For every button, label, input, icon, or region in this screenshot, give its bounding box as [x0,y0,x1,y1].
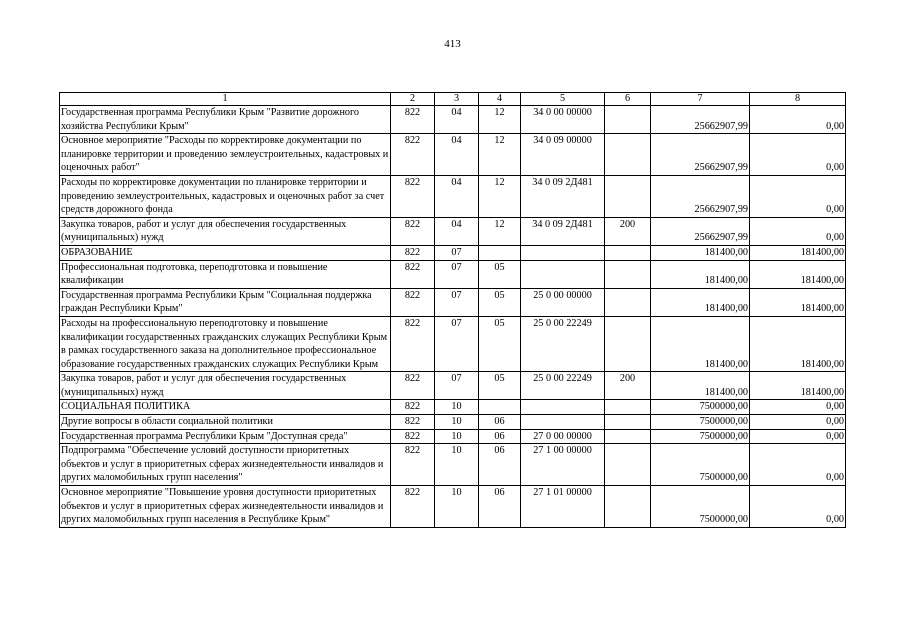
section-cell: 10 [435,415,479,430]
target-article-cell [521,245,605,260]
target-article-cell: 34 0 09 00000 [521,134,605,176]
expense-type-cell [605,134,651,176]
code-cell: 822 [391,415,435,430]
row-name-cell: Расходы на профессиональную переподготовку и повышение квалификации государственных гражданских служащих Республики Крым в рамках государственного заказа на дополнительное профессиональное образование государственных гражданских служащих Республики Крым [60,316,391,371]
table-row [60,106,846,134]
table-row [60,217,846,245]
subsection-cell: 12 [479,175,521,217]
row-name-cell: Расходы по корректировке документации по планировке территории и проведению землеустроительных, кадастровых и оценочных работ за счет средств дорожного фонда [60,175,391,217]
amount-cell: 25662907,99 [651,175,750,217]
amount-road-fund-cell: 0,00 [750,134,846,176]
section-cell: 04 [435,175,479,217]
code-cell: 822 [391,106,435,134]
target-article-cell: 34 0 09 2Д481 [521,175,605,217]
column-header: 6 [605,93,651,106]
amount-road-fund-cell: 0,00 [750,444,846,486]
amount-cell: 7500000,00 [651,400,750,415]
header-row [60,93,846,106]
amount-cell: 7500000,00 [651,429,750,444]
table-row [60,316,846,371]
amount-cell: 7500000,00 [651,415,750,430]
section-cell: 10 [435,444,479,486]
table-row [60,486,846,528]
row-name-cell: ОБРАЗОВАНИЕ [60,245,391,260]
subsection-cell: 12 [479,217,521,245]
subsection-cell: 06 [479,444,521,486]
row-name-cell: Закупка товаров, работ и услуг для обеспечения государственных (муниципальных) нужд [60,217,391,245]
subsection-cell: 06 [479,415,521,430]
code-cell: 822 [391,134,435,176]
table-row [60,175,846,217]
amount-cell: 7500000,00 [651,444,750,486]
target-article-cell: 27 1 01 00000 [521,486,605,528]
row-name-cell: СОЦИАЛЬНАЯ ПОЛИТИКА [60,400,391,415]
section-cell: 10 [435,429,479,444]
row-name-cell: Государственная программа Республики Крым "Социальная поддержка граждан Республики Крым" [60,288,391,316]
table-row [60,245,846,260]
column-header: 1 [60,93,391,106]
target-article-cell [521,260,605,288]
subsection-cell [479,245,521,260]
code-cell: 822 [391,260,435,288]
amount-road-fund-cell: 0,00 [750,486,846,528]
row-name-cell: Основное мероприятие "Повышение уровня доступности приоритетных объектов и услуг в приоритетных сферах жизнедеятельности инвалидов и других маломобильных групп населения в Республике Крым" [60,486,391,528]
target-article-cell [521,415,605,430]
code-cell: 822 [391,316,435,371]
target-article-cell [521,400,605,415]
code-cell: 822 [391,486,435,528]
column-header: 3 [435,93,479,106]
amount-road-fund-cell: 181400,00 [750,260,846,288]
code-cell: 822 [391,175,435,217]
table-row [60,415,846,430]
code-cell: 822 [391,429,435,444]
budget-table [59,92,846,528]
expense-type-cell [605,260,651,288]
target-article-cell: 25 0 00 22249 [521,316,605,371]
table-row [60,400,846,415]
amount-road-fund-cell: 0,00 [750,175,846,217]
section-cell: 10 [435,486,479,528]
amount-cell: 25662907,99 [651,134,750,176]
row-name-cell: Основное мероприятие "Расходы по корректировке документации по планировке территории и проведению землеустроительных, кадастровых и оценочных работ" [60,134,391,176]
target-article-cell: 27 0 00 00000 [521,429,605,444]
amount-road-fund-cell: 0,00 [750,217,846,245]
subsection-cell: 12 [479,106,521,134]
row-name-cell: Государственная программа Республики Крым "Доступная среда" [60,429,391,444]
subsection-cell [479,400,521,415]
subsection-cell: 06 [479,429,521,444]
target-article-cell: 27 1 00 00000 [521,444,605,486]
section-cell: 07 [435,372,479,400]
amount-cell: 25662907,99 [651,217,750,245]
expense-type-cell [605,429,651,444]
amount-cell: 7500000,00 [651,486,750,528]
row-name-cell: Закупка товаров, работ и услуг для обеспечения государственных (муниципальных) нужд [60,372,391,400]
amount-road-fund-cell: 0,00 [750,400,846,415]
target-article-cell: 34 0 09 2Д481 [521,217,605,245]
expense-type-cell [605,415,651,430]
expense-type-cell [605,288,651,316]
column-header: 5 [521,93,605,106]
section-cell: 07 [435,288,479,316]
subsection-cell: 05 [479,260,521,288]
table-row [60,134,846,176]
amount-road-fund-cell: 0,00 [750,415,846,430]
code-cell: 822 [391,288,435,316]
table-row [60,260,846,288]
amount-road-fund-cell: 0,00 [750,106,846,134]
table-row [60,444,846,486]
subsection-cell: 06 [479,486,521,528]
code-cell: 822 [391,372,435,400]
section-cell: 07 [435,316,479,371]
amount-road-fund-cell: 0,00 [750,429,846,444]
code-cell: 822 [391,400,435,415]
code-cell: 822 [391,245,435,260]
expense-type-cell: 200 [605,217,651,245]
expense-type-cell [605,400,651,415]
amount-cell: 181400,00 [651,245,750,260]
section-cell: 04 [435,217,479,245]
amount-cell: 181400,00 [651,372,750,400]
amount-cell: 25662907,99 [651,106,750,134]
table-row [60,429,846,444]
column-header: 7 [651,93,750,106]
target-article-cell: 34 0 00 00000 [521,106,605,134]
amount-cell: 181400,00 [651,260,750,288]
expense-type-cell [605,245,651,260]
section-cell: 04 [435,134,479,176]
code-cell: 822 [391,217,435,245]
table-row [60,372,846,400]
expense-type-cell [605,175,651,217]
code-cell: 822 [391,444,435,486]
target-article-cell: 25 0 00 22249 [521,372,605,400]
amount-cell: 181400,00 [651,316,750,371]
table-row [60,288,846,316]
column-header: 2 [391,93,435,106]
expense-type-cell [605,486,651,528]
amount-road-fund-cell: 181400,00 [750,316,846,371]
section-cell: 04 [435,106,479,134]
amount-road-fund-cell: 181400,00 [750,288,846,316]
subsection-cell: 05 [479,372,521,400]
column-header: 8 [750,93,846,106]
subsection-cell: 05 [479,288,521,316]
expense-type-cell [605,316,651,371]
subsection-cell: 12 [479,134,521,176]
row-name-cell: Другие вопросы в области социальной политики [60,415,391,430]
expense-type-cell: 200 [605,372,651,400]
column-header: 4 [479,93,521,106]
page-number: 413 [444,38,461,50]
subsection-cell: 05 [479,316,521,371]
amount-cell: 181400,00 [651,288,750,316]
row-name-cell: Государственная программа Республики Крым "Развитие дорожного хозяйства Республики Крым" [60,106,391,134]
row-name-cell: Профессиональная подготовка, переподготовка и повышение квалификации [60,260,391,288]
amount-road-fund-cell: 181400,00 [750,372,846,400]
row-name-cell: Подпрограмма "Обеспечение условий доступности приоритетных объектов и услуг в приоритетных сферах жизнедеятельности инвалидов и других маломобильных групп населения" [60,444,391,486]
section-cell: 07 [435,260,479,288]
expense-type-cell [605,444,651,486]
expense-type-cell [605,106,651,134]
section-cell: 07 [435,245,479,260]
target-article-cell: 25 0 00 00000 [521,288,605,316]
section-cell: 10 [435,400,479,415]
amount-road-fund-cell: 181400,00 [750,245,846,260]
